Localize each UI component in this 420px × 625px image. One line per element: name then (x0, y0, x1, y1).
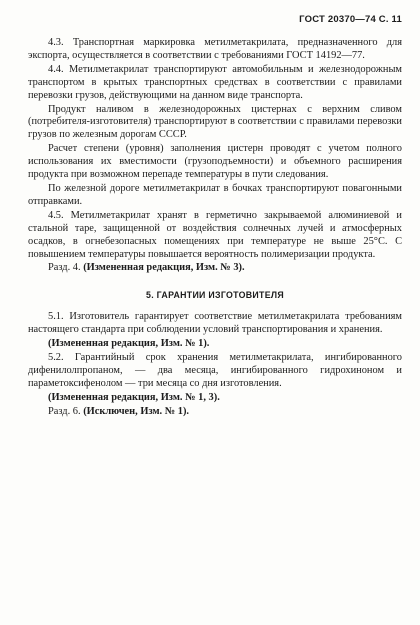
paragraph-4-4: 4.4. Метилметакрилат транспортируют автомобильным и железнодорожным транспортом в крытых транспортных средствах в соответствии с правилами перевозки грузов, действующими на данном виде транспорта. (28, 63, 402, 101)
paragraph-bulk-transport: Продукт наливом в железнодорожных цистернах с верхним сливом (потребителя-изготовителя) транспортируют в соответствии с правилами перевозки грузов по железным дорогам СССР. (28, 103, 402, 141)
section-6-note-excluded: (Исключен, Изм. № 1). (83, 405, 190, 417)
paragraph-5-1-note: (Измененная редакция, Изм. № 1). (48, 338, 210, 350)
paragraph-4-3: 4.3. Транспортная маркировка метилметакрилата, предназначенного для экспорта, осуществляется в соответствии с требованиями ГОСТ 14192—77. (28, 37, 402, 61)
section-6-note (28, 406, 402, 419)
paragraph-5-1: 5.1. Изготовитель гарантирует соответствие метилметакрилата требованиям настоящего стандарта при соблюдении условий транспортирования и хранения. (28, 311, 402, 336)
section-5-title: 5. ГАРАНТИИ ИЗГОТОВИТЕЛЯ (146, 290, 284, 301)
section-4-note (28, 262, 402, 275)
paragraph-barrels: По железной дороге метилметакрилат в бочках транспортируют повагонными отправками. (28, 182, 402, 207)
document-body (28, 37, 402, 419)
section-6-note-prefix: Разд. 6. (48, 405, 84, 417)
section-4-note-prefix: Разд. 4. (48, 262, 84, 274)
section-4-note-edition: (Измененная редакция, Изм. № 3). (83, 262, 245, 274)
paragraph-5-2: 5.2. Гарантийный срок хранения метилметакрилата, ингибированного дифенилолпропаном, — два месяца, ингибированного гидрохиноном и параметоксифенолом — три месяца со дня изготовления. (28, 351, 402, 389)
running-header: ГОСТ 20370—74 С. 11 (299, 14, 402, 25)
paragraph-tank-filling: Расчет степени (уровня) заполнения цистерн проводят с учетом полного использования их вместимости (грузоподъемности) и объемного расширения продукта при возможном перепаде температуры в пути следования. (28, 143, 402, 181)
paragraph-4-5: 4.5. Метилметакрилат хранят в герметично закрываемой алюминиевой и стальной таре, защищенной от воздействия солнечных лучей и атмосферных осадков, в огнебезопасных помещениях при температуре не выше 25°С. С повышением температуры повышается вероятность полимеризации продукта. (28, 209, 402, 260)
paragraph-5-2-note: (Измененная редакция, Изм. № 1, 3). (48, 391, 220, 403)
